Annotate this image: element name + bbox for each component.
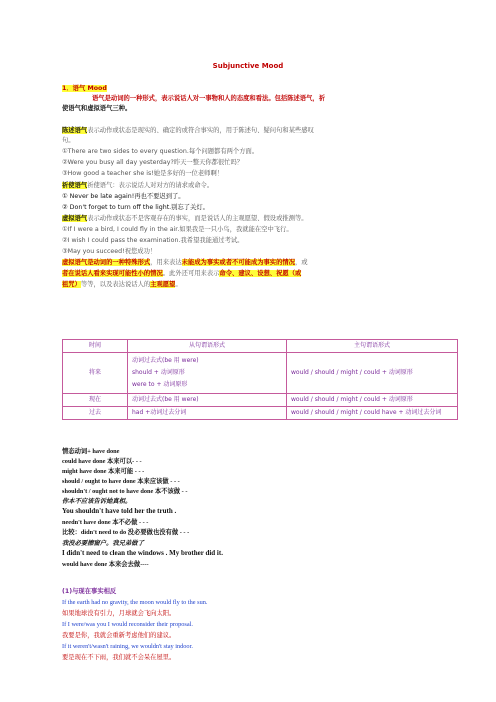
page-title: Subjunctive Mood [212,62,284,70]
subjunctive-example-3: ③May you succeed!祝您成功！ [62,248,157,255]
table-header-row [63,340,458,353]
modal-line: might have done 本来可能 - - - [62,468,145,475]
table-cell-time: 现在 [63,394,128,407]
table-header-cell: 时间 [63,340,128,353]
indicative-example-2: ②Were you busy all day yesterday?昨天一整天你都很忙吗？ [62,159,244,166]
contrary-example-zh: 我要是你，我就会重新考虑他们的建议。 [62,632,176,639]
imperative-desc: 祈使语气祈使语气：表示说话人对对方的请求或命令。 [62,182,214,189]
clause-form: were to + 动词原形 [132,381,188,388]
modal-line: You shouldn't have told her the truth . [62,507,177,515]
subjunctive-desc: 虚拟语气表示动作或状态不是客观存在的事实，而是说话人的主观愿望、假设或推测等。 [62,215,308,222]
table-row [63,407,458,420]
table-cell-clause: had +动词过去分词 [128,407,287,420]
contrary-example-zh: 要是现在不下雨，我们就不会呆在屋里。 [62,654,176,661]
modal-heading: 情态动词+ have done [62,448,120,455]
table-cell-main: would / should / might / could + 动词原形 [287,353,458,394]
subjunctive-summary-3: 祖咒）等等，以及表达说话人的主观愿望。 [62,281,182,288]
table-cell-clause: 动词过去式(be 用 were) [128,394,287,407]
table-cell-time: 过去 [63,407,128,420]
table-row [63,394,458,407]
table-cell-time: 将来 [63,353,128,394]
section-heading-mood: 1．语气 Mood [62,85,107,92]
table-header-cell: 主句谓语形式 [287,340,458,353]
modal-line: shouldn't / ought not to have done 本不该做 - - [62,488,188,495]
subjunctive-summary-2: 者在说话人看来实现可能性小的情况。此外还可用来表示命令、建议、设想、祝愿（或 [62,270,302,277]
contrary-example-zh: 如果地球没有引力，月球就会飞向太阳。 [62,610,176,617]
indicative-desc-cont: 句。 [62,137,75,144]
modal-line: I didn't need to clean the windows . My brother did it. [62,549,223,557]
imperative-example-2: ② Don't forget to turn off the light.别忘了关灯。 [62,204,209,211]
indicative-example-1: ①There are two sides to every question.每个问题都有两个方面。 [62,148,259,155]
modal-line: 比较：didn't need to do 没必要做也没有做 - - - [62,529,190,536]
imperative-example-1: ① Never be late again!再也不要迟到了。 [62,193,185,200]
indicative-example-3: ③How good a teacher she is!她是多好的一位老师啊！ [62,170,224,177]
table-cell-main: would / should / might / could + 动词原形 [287,394,458,407]
modal-line: 我没必要擦窗户。我兄弟做了 [62,540,144,547]
table-cell-clause [128,353,287,394]
modal-line: needn't have done 本不必做 - - - [62,519,149,526]
clause-form: 动词过去式(be 用 were) [132,357,199,364]
table-header-cell: 从句谓语形式 [128,340,287,353]
contrary-example-en: If I were/was you I would reconsider their proposal. [62,621,193,628]
table-row [63,353,458,394]
contrary-present-heading: (1)与现在事实相反 [62,588,117,595]
modal-line: 你本不应该告诉她真相。 [62,498,132,505]
table-cell-main: would / should / might / could have + 动词过去分词 [287,407,458,420]
mood-definition-line2: 使语气和虚拟语气三种。 [62,105,132,112]
subjunctive-summary-1: 虚拟语气是动词的一种特殊形式，用来表达未能成为事实或者不可能成为事实的情况，或 [62,259,308,266]
modal-line: could have done 本来可以- - - [62,458,142,465]
clause-form: should + 动词原形 [132,369,185,376]
modal-line: should / ought to have done 本来应该做 - - - [62,478,180,485]
tense-form-table [62,339,458,420]
indicative-desc: 陈述语气表示动作或状态是现实的、确定的或符合事实的，用于陈述句、疑问句和某些感叹 [62,127,314,134]
subjunctive-example-2: ②I wish I could pass the examination.我希望我能通过考试。 [62,237,244,244]
modal-line: would have done 本来会去做---- [62,561,149,568]
contrary-example-en: If it weren't/wasn't raining, we wouldn't stay indoor. [62,643,193,650]
mood-definition-line1: 语气是动词的一种形式，表示说话人对一事物和人的态度和看法。包括陈述语气，祈 [92,95,325,102]
contrary-example-en: If the earth had no gravity, the moon would fly to the sun. [62,599,208,606]
subjunctive-example-1: ①If I were a bird, I could fly in the air.如果我是一只小鸟，我就能在空中飞行。 [62,226,293,233]
